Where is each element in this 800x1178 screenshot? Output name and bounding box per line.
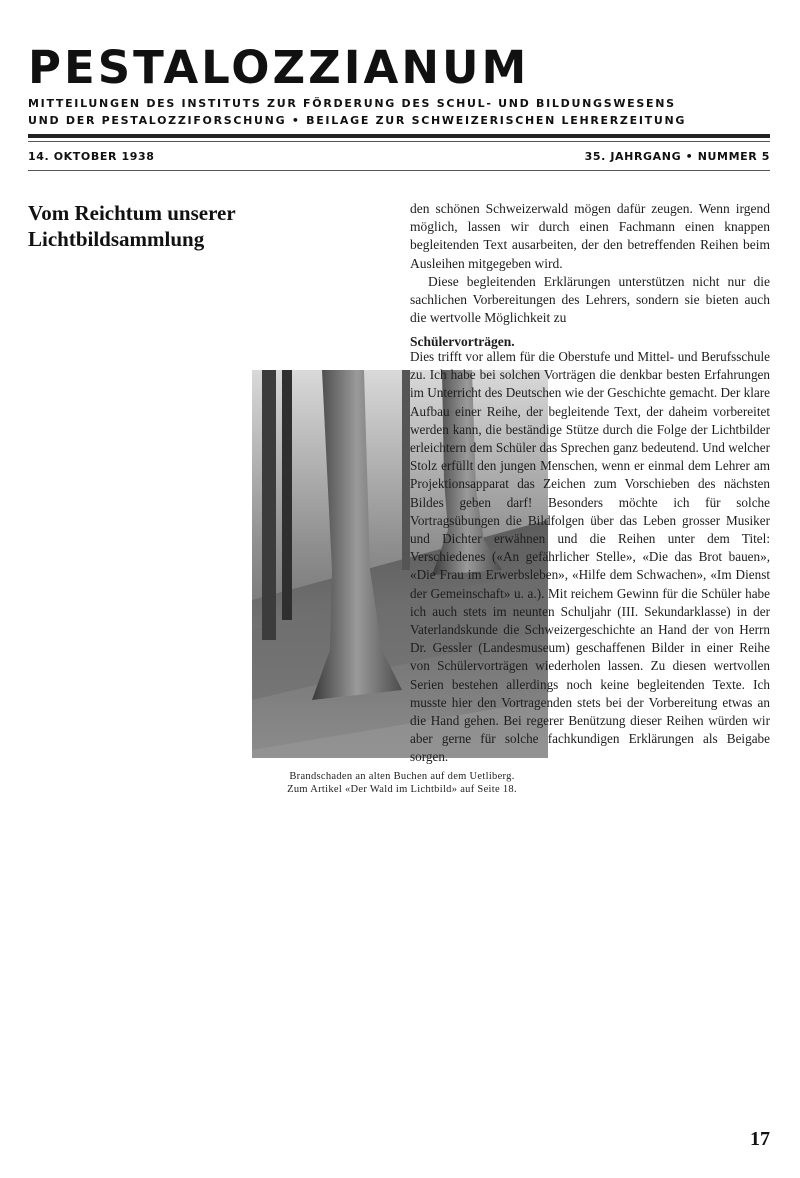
right-column-mid bbox=[410, 348, 770, 767]
masthead-title: PESTALOZZIANUM bbox=[28, 41, 530, 94]
section-heading-schuelervortraege: Schülervorträgen. bbox=[410, 334, 515, 350]
paragraph: Dies trifft vor allem für die Oberstufe und Mittel- und Berufsschule zu. Ich habe bei solchen Vorträgen die denkbar besten Erfahrungen im Unterricht des Deutschen wie der Geschichte gemacht. Der klare Aufbau einer Reihe, der begleitende Text, der daheim vorbereitet werden kann, die beständige Stütze durch die Folge der Lichtbilder erleichtern dem Schüler das Sprechen ganz bedeutend. Und welcher Stolz erfüllt den jungen Menschen, wenn er einmal dem Lehrer am Projektionsapparat das Zeichen zum Vorschieben des nächsten Bildes geben darf! Besonders möchte ich für solche Vortragsübungen die Bildfolgen über das Leben grosser Musiker und Dichter erwähnen und die Reihen unter dem Titel: Verschiedenes («An gefährlicher Stelle», «Die das Brot bauen», «Die Frau im Erwerbsleben», «Hilfe dem Schwachen», «Im Dienst der Gemeinschaft» u. a.). Mit reichem Gewinn für die Schüler habe ich auch stets im neunten Schuljahr (III. Sekundarklasse) in der Vaterlandskunde die Schweizergeschichte an Hand der von Herrn Dr. Gessler (Landesmuseum) geschaffenen Bilder in einer Reihe von Schülervorträgen wiederholen lassen. Zu diesen wertvollen Serien bestehen allerdings noch keine begleitenden Texte. Ich musste hier den Vortragenden stets bei der Vorbereitung etwas an die Hand gehen. Bei regerer Benützung dieser Reihen würden wir aber gerne für solche fachkundigen Erklärungen als Beigabe sorgen. bbox=[410, 349, 770, 765]
masthead-rule-bottom bbox=[28, 141, 770, 142]
paragraph: den schönen Schweizerwald mögen dafür zeugen. Wenn irgend möglich, lassen wir durch einen Fachmann einen knappen begleitenden Text ausarbeiten, der den betreffenden Reihen beim Ausleihen mitgegeben wird. bbox=[410, 201, 770, 271]
page-number: 17 bbox=[750, 1128, 770, 1150]
caption-line: Brandschaden an alten Buchen auf dem Uetliberg. bbox=[289, 771, 515, 782]
right-column-top bbox=[410, 200, 770, 356]
paragraph: Diese begleitenden Erklärungen unterstützen nicht nur die sachlichen Vorbereitungen des Lehrers, sondern sie bieten auch die wertvolle Möglichkeit zu bbox=[410, 273, 770, 326]
caption-line: Zum Artikel «Der Wald im Lichtbild» auf Seite 18. bbox=[287, 784, 517, 795]
masthead-subtitle-line1: MITTEILUNGEN DES INSTITUTS ZUR FÖRDERUNG DES SCHUL- UND BILDUNGSWESENS bbox=[28, 97, 676, 110]
article-title: Vom Reichtum unserer Lichtbildsammlung bbox=[28, 201, 236, 251]
issue-rule bbox=[28, 170, 770, 171]
issue-volume: 35. JAHRGANG • NUMMER 5 bbox=[584, 150, 770, 163]
masthead-rule-top bbox=[28, 134, 770, 138]
issue-date: 14. OKTOBER 1938 bbox=[28, 150, 155, 163]
masthead-subtitle-line2: UND DER PESTALOZZIFORSCHUNG • BEILAGE ZUR SCHWEIZERISCHEN LEHRERZEITUNG bbox=[28, 114, 687, 127]
photo-caption bbox=[252, 770, 552, 796]
